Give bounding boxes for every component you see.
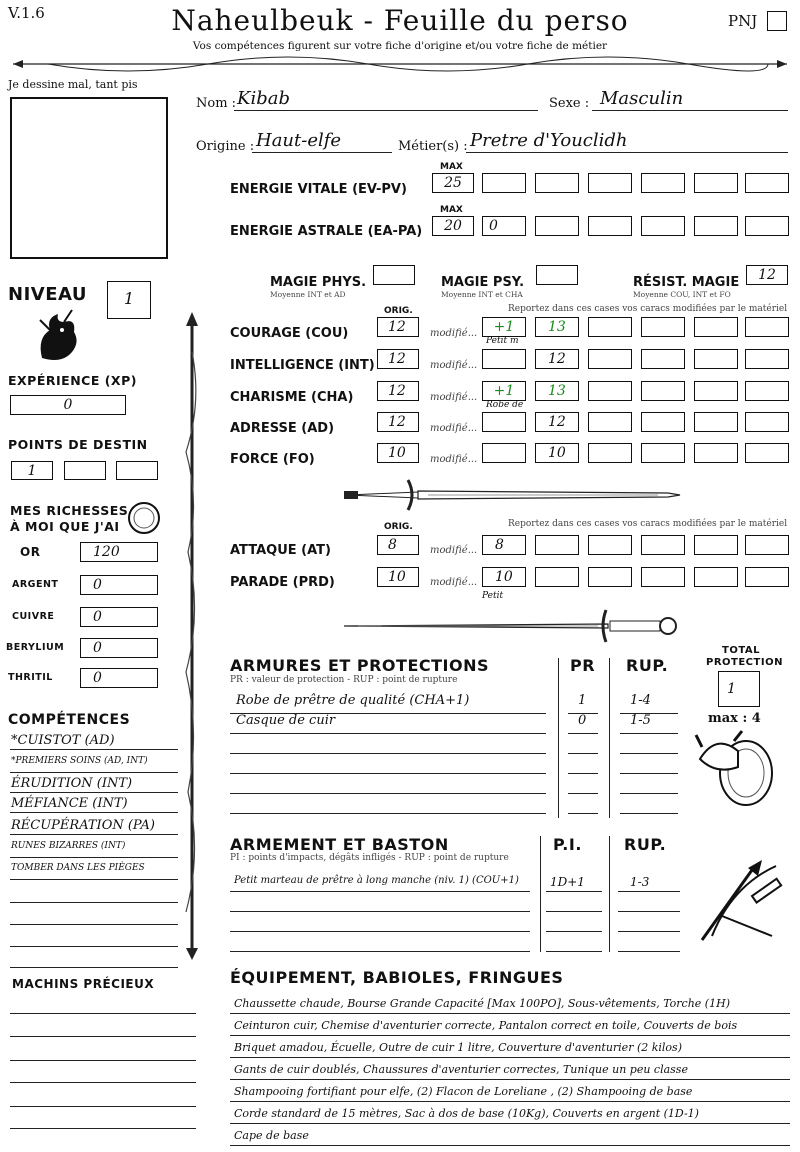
competence-line xyxy=(10,812,178,813)
armement-pi-header: P.I. xyxy=(553,835,582,854)
richesses-label-2: À MOI QUE J'AI xyxy=(10,519,120,534)
carac-bonus-box[interactable] xyxy=(482,443,526,463)
equipement-item[interactable]: Cape de base xyxy=(234,1129,309,1142)
sword-ornament-1 xyxy=(338,478,684,512)
resist-magie-box[interactable]: 12 xyxy=(746,265,788,285)
carac-label: FORCE (FO) xyxy=(230,452,315,467)
metier-label: Métier(s) : xyxy=(398,139,468,154)
carac-label: INTELLIGENCE (INT) xyxy=(230,358,375,373)
nom-label: Nom : xyxy=(196,96,237,111)
competence-item[interactable]: *CUISTOT (AD) xyxy=(11,733,115,748)
armure-line xyxy=(230,773,546,774)
berylium-label: BERYLIUM xyxy=(6,642,65,653)
carac-bonus-note: Petit m xyxy=(486,336,519,346)
competence-line xyxy=(10,772,178,773)
origine-line xyxy=(252,152,392,153)
armure-pr-line xyxy=(568,773,598,774)
carac-bonus-box[interactable]: +1 xyxy=(482,381,526,401)
competence-item[interactable]: *PREMIERS SOINS (AD, INT) xyxy=(11,756,148,766)
competence-line xyxy=(10,749,178,750)
parade-mod-box[interactable]: 10 xyxy=(482,567,526,587)
thritil-label: THRITIL xyxy=(8,672,53,683)
total-protection-label-1: TOTAL xyxy=(722,645,760,656)
carac-extra-box[interactable] xyxy=(641,381,685,401)
armure-rup-line xyxy=(620,773,678,774)
weapons-icon xyxy=(692,856,788,946)
xp-label: EXPÉRIENCE (XP) xyxy=(8,373,137,388)
armement-pi-line xyxy=(546,931,602,932)
niveau-box[interactable]: 1 xyxy=(107,281,151,319)
metier-value[interactable]: Pretre d'Youclidh xyxy=(470,130,628,151)
carac-mod-box[interactable]: 10 xyxy=(535,443,579,463)
equipement-item[interactable]: Gants de cuir doublés, Chaussures d'aventurier correctes, Tunique un peu classe xyxy=(234,1063,688,1076)
machin-line xyxy=(10,1106,196,1107)
origine-value[interactable]: Haut-elfe xyxy=(256,130,342,151)
carac-modifie-label: modifié... xyxy=(430,360,478,371)
armure-pr[interactable]: 0 xyxy=(578,713,587,728)
argent-label: ARGENT xyxy=(12,579,59,590)
carac-orig-box[interactable]: 12 xyxy=(377,317,419,337)
destin-label: POINTS DE DESTIN xyxy=(8,437,148,452)
armement-line xyxy=(230,951,530,952)
nom-line xyxy=(234,110,538,111)
carac-extra-box[interactable] xyxy=(641,412,685,432)
armement-pi-line xyxy=(546,891,602,892)
competence-item[interactable]: MÉFIANCE (INT) xyxy=(11,796,128,811)
magie-phys-box[interactable] xyxy=(373,265,415,285)
cuivre-label: CUIVRE xyxy=(12,611,55,622)
attaque-box-6[interactable] xyxy=(745,535,789,555)
armure-rup-line xyxy=(620,793,678,794)
parade-note: Petit xyxy=(482,591,504,601)
competence-item[interactable]: TOMBER DANS LES PIÈGES xyxy=(11,863,145,873)
competence-line xyxy=(10,946,178,947)
armement-title: ARMEMENT ET BASTON xyxy=(230,835,449,854)
machin-line xyxy=(10,1013,196,1014)
armement-line xyxy=(230,911,530,912)
armures-pr-header: PR xyxy=(570,656,596,675)
magie-phys-sub: Moyenne INT et AD xyxy=(270,290,346,299)
armement-pi[interactable]: 1D+1 xyxy=(550,875,585,889)
ev-box-2[interactable] xyxy=(535,173,579,193)
parade-orig-box[interactable]: 10 xyxy=(377,567,419,587)
armement-divider-2 xyxy=(609,836,610,952)
origine-label: Origine : xyxy=(196,139,255,154)
carac-extra-box[interactable] xyxy=(745,381,789,401)
ev-box-4[interactable] xyxy=(641,173,685,193)
xp-box[interactable]: 0 xyxy=(10,395,126,415)
armement-rup-header: RUP. xyxy=(624,835,667,854)
combat-report-hint: Reportez dans ces cases vos caracs modifiées par le matériel xyxy=(508,519,788,529)
caracs-orig-header: ORIG. xyxy=(384,306,413,316)
carac-extra-box[interactable] xyxy=(588,443,632,463)
carac-extra-box[interactable] xyxy=(588,412,632,432)
equipement-title: ÉQUIPEMENT, BABIOLES, FRINGUES xyxy=(230,968,564,987)
competence-line xyxy=(10,924,178,925)
armure-name[interactable]: Robe de prêtre de qualité (CHA+1) xyxy=(236,693,470,708)
armure-rup[interactable]: 1-5 xyxy=(630,713,651,728)
competence-line xyxy=(10,792,178,793)
carac-extra-box[interactable] xyxy=(745,412,789,432)
armure-line xyxy=(230,733,546,734)
carac-mod-box[interactable]: 13 xyxy=(535,381,579,401)
equipement-line xyxy=(230,1145,790,1146)
carac-extra-box[interactable] xyxy=(588,381,632,401)
richesses-label-1: MES RICHESSES xyxy=(10,503,129,518)
equipement-line xyxy=(230,1101,790,1102)
sexe-line xyxy=(592,110,788,111)
parade-box-5[interactable] xyxy=(694,567,738,587)
coin-icon xyxy=(127,501,161,535)
equipement-item[interactable]: Shampooing fortifiant pour elfe, (2) Flacon de Loreliane , (2) Shampooing de base xyxy=(234,1085,693,1098)
ea-max-box[interactable]: 20 xyxy=(432,216,474,236)
magie-psy-box[interactable] xyxy=(536,265,578,285)
competence-item[interactable]: RUNES BIZARRES (INT) xyxy=(11,841,126,851)
destin-box-1[interactable]: 1 xyxy=(11,461,53,480)
portrait-box[interactable] xyxy=(10,97,168,259)
carac-bonus-box[interactable]: +1 xyxy=(482,317,526,337)
sexe-value[interactable]: Masculin xyxy=(600,88,684,109)
metier-line xyxy=(466,152,788,153)
destin-box-2[interactable] xyxy=(64,461,106,480)
equipement-line xyxy=(230,1013,790,1014)
berylium-box[interactable]: 0 xyxy=(80,638,158,658)
niveau-label: NIVEAU xyxy=(8,284,87,305)
parade-box-4[interactable] xyxy=(641,567,685,587)
dragon-icon xyxy=(32,308,82,366)
carac-bonus-box[interactable] xyxy=(482,412,526,432)
equipement-item[interactable]: Corde standard de 15 mètres, Sac à dos de base (10Kg), Couverts en argent (1D-1) xyxy=(234,1107,699,1120)
resist-magie-sub: Moyenne COU, INT et FO xyxy=(633,290,731,299)
carac-extra-box[interactable] xyxy=(641,349,685,369)
parade-box-6[interactable] xyxy=(745,567,789,587)
pnj-label: PNJ xyxy=(728,12,758,30)
equipement-item[interactable]: Briquet amadou, Écuelle, Outre de cuir 1 litre, Couverture d'aventurier (2 kilos) xyxy=(234,1041,682,1054)
armure-rup-line xyxy=(620,733,678,734)
armure-pr-line xyxy=(568,793,598,794)
competences-title: COMPÉTENCES xyxy=(8,712,131,728)
ea-box-4[interactable] xyxy=(641,216,685,236)
competence-line xyxy=(10,967,178,968)
portrait-caption: Je dessine mal, tant pis xyxy=(8,78,138,91)
argent-box[interactable]: 0 xyxy=(80,575,158,595)
equipement-item[interactable]: Chaussette chaude, Bourse Grande Capacité [Max 100PO], Sous-vêtements, Torche (1H) xyxy=(234,997,730,1010)
parade-modifie-label: modifié... xyxy=(430,577,478,588)
carac-extra-box[interactable] xyxy=(745,317,789,337)
pnj-checkbox[interactable] xyxy=(767,11,787,31)
armures-title: ARMURES ET PROTECTIONS xyxy=(230,656,489,675)
machins-title: MACHINS PRÉCIEUX xyxy=(12,977,155,991)
equipement-line xyxy=(230,1079,790,1080)
equipement-item[interactable]: Ceinturon cuir, Chemise d'aventurier correcte, Pantalon correct en toile, Couverts de bois xyxy=(234,1019,738,1032)
carac-extra-box[interactable] xyxy=(588,349,632,369)
armement-rup-line xyxy=(618,931,680,932)
carac-mod-box[interactable]: 13 xyxy=(535,317,579,337)
attaque-box-4[interactable] xyxy=(641,535,685,555)
armures-divider-2 xyxy=(609,658,610,818)
ev-box-3[interactable] xyxy=(588,173,632,193)
carac-orig-box[interactable]: 12 xyxy=(377,412,419,432)
ea-max-label: MAX xyxy=(440,205,463,215)
armement-line xyxy=(230,931,530,932)
carac-modifie-label: modifié... xyxy=(430,454,478,465)
machin-line xyxy=(10,1082,196,1083)
carac-extra-box[interactable] xyxy=(745,349,789,369)
armure-pr[interactable]: 1 xyxy=(578,693,587,708)
armure-line xyxy=(230,793,546,794)
equipement-line xyxy=(230,1057,790,1058)
ea-label: ENERGIE ASTRALE (EA-PA) xyxy=(230,224,423,239)
armement-rup-line xyxy=(618,951,680,952)
equipement-line xyxy=(230,1035,790,1036)
or-label: OR xyxy=(20,545,41,559)
armement-pi-line xyxy=(546,911,602,912)
carac-label: COURAGE (COU) xyxy=(230,326,349,341)
armures-divider-1 xyxy=(558,658,559,818)
magie-phys-label: MAGIE PHYS. xyxy=(270,275,367,290)
armure-pr-line xyxy=(568,753,598,754)
sword-ornament-2 xyxy=(338,606,684,646)
or-box[interactable]: 120 xyxy=(80,542,158,562)
resist-magie-label: RÉSIST. MAGIE xyxy=(633,275,740,290)
version-label: V.1.6 xyxy=(8,4,45,22)
carac-modifie-label: modifié... xyxy=(430,423,478,434)
armement-divider-1 xyxy=(540,836,541,952)
armure-rup-line xyxy=(620,813,678,814)
magie-psy-sub: Moyenne INT et CHA xyxy=(441,290,523,299)
carac-mod-box[interactable]: 12 xyxy=(535,349,579,369)
equipement-line xyxy=(230,1123,790,1124)
attaque-orig-box[interactable]: 8 xyxy=(377,535,419,555)
carac-orig-box[interactable]: 12 xyxy=(377,349,419,369)
carac-orig-box[interactable]: 12 xyxy=(377,381,419,401)
page-title: Naheulbeuk - Feuille du perso xyxy=(171,4,629,37)
total-protection-max: max : 4 xyxy=(708,711,761,726)
ev-box-1[interactable] xyxy=(482,173,526,193)
armure-rup[interactable]: 1-4 xyxy=(630,693,651,708)
armement-line xyxy=(230,891,530,892)
carac-label: ADRESSE (AD) xyxy=(230,421,335,436)
ev-box-6[interactable] xyxy=(745,173,789,193)
ea-current-box[interactable]: 0 xyxy=(482,216,526,236)
attaque-modifie-label: modifié... xyxy=(430,545,478,556)
parade-box-3[interactable] xyxy=(588,567,632,587)
attaque-box-2[interactable] xyxy=(535,535,579,555)
ea-box-6[interactable] xyxy=(745,216,789,236)
machin-line xyxy=(10,1060,196,1061)
sexe-label: Sexe : xyxy=(549,96,590,111)
combat-orig-header: ORIG. xyxy=(384,522,413,532)
parade-box-2[interactable] xyxy=(535,567,579,587)
helmet-shield-icon xyxy=(694,727,778,809)
attaque-box-3[interactable] xyxy=(588,535,632,555)
competence-line xyxy=(10,834,178,835)
attaque-label: ATTAQUE (AT) xyxy=(230,543,331,558)
carac-extra-box[interactable] xyxy=(588,317,632,337)
armure-pr-line xyxy=(568,813,598,814)
parade-label: PARADE (PRD) xyxy=(230,575,335,590)
cuivre-box[interactable]: 0 xyxy=(80,607,158,627)
thritil-box[interactable]: 0 xyxy=(80,668,158,688)
total-protection-label-2: PROTECTION xyxy=(706,657,783,668)
competence-line xyxy=(10,902,178,903)
carac-extra-box[interactable] xyxy=(641,443,685,463)
machin-line xyxy=(10,1036,196,1037)
ea-box-2[interactable] xyxy=(535,216,579,236)
carac-extra-box[interactable] xyxy=(694,317,738,337)
ea-box-3[interactable] xyxy=(588,216,632,236)
attaque-mod-box[interactable]: 8 xyxy=(482,535,526,555)
carac-modifie-label: modifié... xyxy=(430,392,478,403)
armement-pi-line xyxy=(546,951,602,952)
staff-ornament xyxy=(180,312,204,974)
ea-box-5[interactable] xyxy=(694,216,738,236)
armement-rup-line xyxy=(618,891,680,892)
carac-extra-box[interactable] xyxy=(745,443,789,463)
carac-extra-box[interactable] xyxy=(694,349,738,369)
machin-line xyxy=(10,1128,196,1129)
carac-orig-box[interactable]: 10 xyxy=(377,443,419,463)
armure-line xyxy=(230,813,546,814)
armure-pr-line xyxy=(568,733,598,734)
armement-name[interactable]: Petit marteau de prêtre à long manche (niv. 1) (COU+1) xyxy=(234,875,519,886)
competence-line xyxy=(10,857,178,858)
ev-max-box[interactable]: 25 xyxy=(432,173,474,193)
carac-mod-box[interactable]: 12 xyxy=(535,412,579,432)
caracs-report-hint: Reportez dans ces cases vos caracs modifiées par le matériel xyxy=(508,304,788,314)
carac-extra-box[interactable] xyxy=(694,443,738,463)
competence-item[interactable]: ÉRUDITION (INT) xyxy=(11,776,133,791)
armure-line xyxy=(230,753,546,754)
ev-max-label: MAX xyxy=(440,162,463,172)
armement-subtitle: PI : points d'impacts, dégâts infligés - RUP : point de rupture xyxy=(230,853,509,863)
nom-value[interactable]: Kibab xyxy=(237,88,290,109)
carac-bonus-note: Robe de xyxy=(486,400,524,410)
carac-extra-box[interactable] xyxy=(694,412,738,432)
page-subtitle: Vos compétences figurent sur votre fiche d'origine et/ou votre fiche de métier xyxy=(192,40,608,52)
armure-name[interactable]: Casque de cuir xyxy=(236,713,336,728)
carac-extra-box[interactable] xyxy=(694,381,738,401)
carac-modifie-label: modifié... xyxy=(430,328,478,339)
armures-subtitle: PR : valeur de protection - RUP : point de rupture xyxy=(230,675,458,685)
competence-item[interactable]: RÉCUPÉRATION (PA) xyxy=(11,818,155,833)
armure-rup-line xyxy=(620,753,678,754)
magie-psy-label: MAGIE PSY. xyxy=(441,275,525,290)
ev-label: ENERGIE VITALE (EV-PV) xyxy=(230,182,407,197)
ev-box-5[interactable] xyxy=(694,173,738,193)
carac-bonus-box[interactable] xyxy=(482,349,526,369)
armement-rup[interactable]: 1-3 xyxy=(630,875,650,889)
carac-extra-box[interactable] xyxy=(641,317,685,337)
armures-rup-header: RUP. xyxy=(626,656,669,675)
armement-rup-line xyxy=(618,911,680,912)
total-protection-box[interactable]: 1 xyxy=(718,671,760,707)
competence-line xyxy=(10,879,178,880)
attaque-box-5[interactable] xyxy=(694,535,738,555)
destin-box-3[interactable] xyxy=(116,461,158,480)
carac-label: CHARISME (CHA) xyxy=(230,390,354,405)
